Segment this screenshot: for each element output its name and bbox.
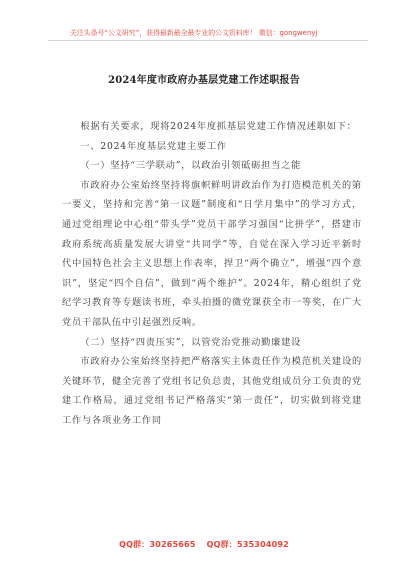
subsection-body-1: 市政府办公室始终坚持将旗帜鲜明讲政治作为打造模范机关的第一要义，坚持和完善“第一议题”制度和“日学月集中”的学习方式，通过党组理论中心组“带头学”党员干部学习强国“比拼学”，搭建市政府系统高质量发展大讲堂“共同学”等，自觉在深入学习近平新时代中国特色社会主义思想上作表率，捍卫“两个确立”，增强“四个意识”，坚定“四个自信”，做到“两个维护”。2024年，精心组织了党纪学习教育等专题读书班，牵头拍摄的微党课获全市一等奖，在广大党员干部队伍中引起强烈反响。 <box>62 179 362 328</box>
footer-contact <box>0 539 408 550</box>
document-body <box>62 117 362 431</box>
subsection-heading-2: （二）坚持“四责压实”，以管党治党推动勤廉建设 <box>80 336 302 348</box>
subsection-body-2: 市政府办公室始终坚持把严格落实主体责任作为模范机关建设的关键环节，健全完善了党组书记负总责，其他党组成员分工负责的党建工作格局，通过党组书记严格落实“第一责任”，切实做到将党建工作与各项业务工作同 <box>62 356 362 426</box>
intro-paragraph: 根据有关要求，现将2024年度抓基层党建工作情况述职如下： <box>80 121 357 132</box>
subsection-heading-1: （一）坚持“三学联动”，以政治引领砥砺担当之能 <box>80 160 302 172</box>
footer-qq-group-1: QQ群：30265665 <box>119 540 196 549</box>
header-banner: 关注头条号“公文研究”，获得最新最全最专业的公文资料库！ 微信：gongwenyj <box>70 29 318 37</box>
footer-qq-group-2: QQ群：535304092 <box>206 540 289 549</box>
header-divider <box>48 40 368 41</box>
document-title: 2024年度市政府办基层党建工作述职报告 <box>108 75 300 86</box>
section-heading-1: 一、2024年度基层党建主要工作 <box>80 140 227 152</box>
